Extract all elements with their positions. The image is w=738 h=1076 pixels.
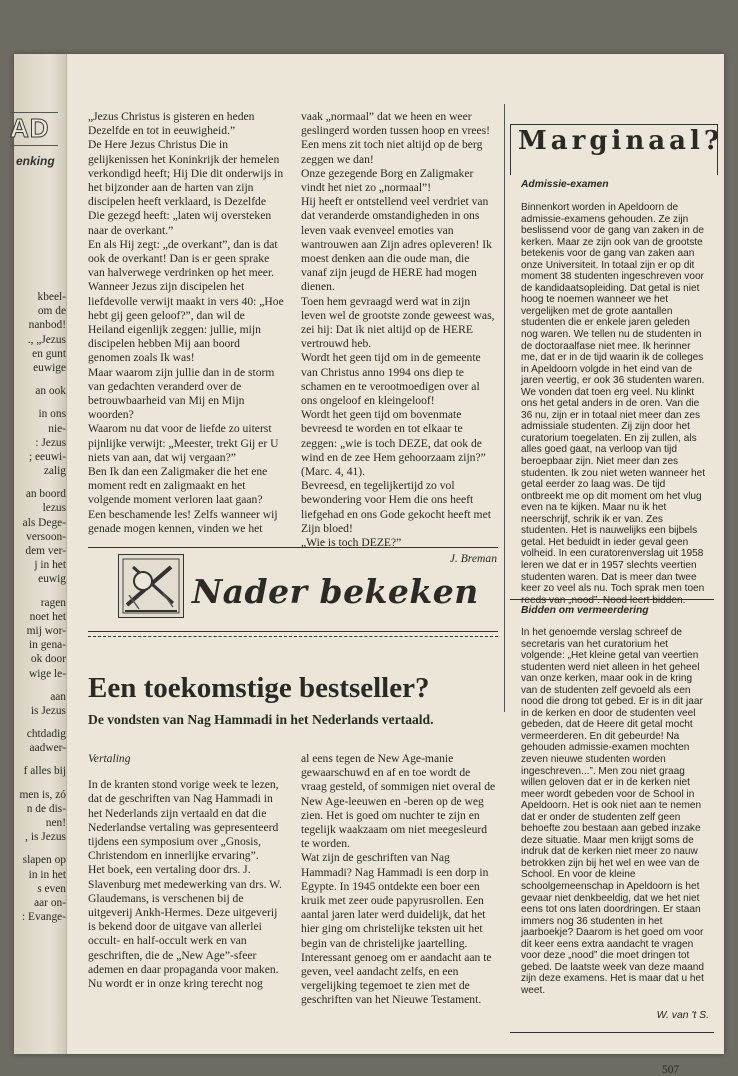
- spine-line: wige le-: [28, 667, 66, 680]
- paragraph: „Wie is toch DEZE?”: [301, 536, 402, 550]
- bottom-article-column-1: [88, 752, 284, 991]
- spine-subtitle: enking: [16, 154, 55, 168]
- sidebar-section-heading: [521, 179, 709, 191]
- spine-gap: [12, 375, 66, 384]
- spine-line: j in het: [34, 559, 66, 572]
- paragraph: Een beschamende les! Zelfs wanneer wij genade mogen kennen, vinden we het: [88, 507, 278, 535]
- section-heading: Vertaling: [88, 752, 131, 765]
- previous-page-edge: [10, 54, 67, 1054]
- paragraph: Hij heeft er ontstellend veel verdriet van dat veranderde omstandigheden in ons leven vaak evenveel emoties van wantrouwen aan Zijn adres opleveren! Ik moest denken aan die oude man, die vanaf zijn jeugd de HERE had mogen dienen.: [301, 195, 492, 294]
- spine-line: noet het: [29, 610, 66, 623]
- paragraph: En als Hij zegt: „de overkant”, dan is dat ook de overkant! Dan is er geen sprake van halverwege verdrinken op het meer.: [88, 237, 278, 280]
- divider: [510, 599, 714, 600]
- top-article-column-2: [301, 110, 497, 567]
- banner-illustration: [118, 554, 184, 618]
- spine-line: men is, zó: [19, 788, 66, 801]
- paragraph: Toen hem gevraagd werd wat in zijn leven wel de grootste zonde geweest was, zei hij: Dat ik niet altijd op de HERE vertrouwd heb.: [301, 294, 495, 351]
- paragraph: vaak „normaal” dat we heen en weer geslingerd worden tussen hoop en vrees! Een mens zit toch niet altijd op de berg zeggen we dan!: [301, 110, 490, 166]
- spine-line: ok door: [30, 653, 66, 666]
- divider: [88, 636, 498, 637]
- bottom-article-column-2: [301, 752, 497, 1008]
- sidebar-section-heading: [521, 605, 709, 617]
- spine-gap: [12, 398, 66, 407]
- spine-gap: [12, 718, 66, 727]
- spine-line: om de: [37, 305, 66, 318]
- divider: [88, 631, 498, 632]
- sidebar-section-body: [521, 202, 709, 606]
- spine-line: ; eeuwi-: [28, 450, 66, 463]
- paragraph: In de kranten stond vorige week te lezen, dat de geschriften van Nag Hammadi in het Nederlands zijn vertaald en dat die Nederlandse vertaling was gepresenteerd tijdens een symposium over „Gnosis, Christendom en innerlijke ervaring”.: [88, 778, 279, 863]
- spine-line: mij wor-: [26, 624, 66, 637]
- spine-line: euwige: [33, 361, 66, 374]
- paragraph: Wordt het geen tijd om in de gemeente van Christus anno 1994 ons diep te schamen en te verootmoedigen over al ons ongeloof en kleingeloof!: [301, 351, 481, 408]
- spine-line: aadwer-: [29, 742, 66, 755]
- spine-line: s even: [37, 882, 66, 895]
- magnifier-tools-icon: [119, 555, 183, 617]
- spine-gap: [12, 478, 66, 487]
- spine-logo: AD: [10, 112, 58, 146]
- spine-line: f alles bij: [23, 765, 66, 778]
- spine-line: , is Jezus: [25, 831, 66, 844]
- paragraph: Wordt het geen tijd om bovenmate bevreesd te worden en tot elkaar te zeggen: „wie is toch DEZE, dat ook de wind en de zee Hem gehoorzaam zijn?” (Marc. 4, 41).: [301, 408, 486, 479]
- spine-line: ., „Jezus: [27, 333, 66, 346]
- spine-line: aar on-: [34, 896, 66, 909]
- paragraph: Bevreesd, en tegelijkertijd zo vol bewondering voor Hem die ons heeft liefgehad en ons Gode gekocht heeft met Zijn bloed!: [301, 479, 491, 535]
- spine-line: : Evange-: [22, 911, 66, 924]
- spine-line: chtdadig: [26, 728, 66, 741]
- spine-line: : Jezus: [35, 436, 66, 449]
- sidebar-signature: W. van 't S.: [656, 1010, 709, 1021]
- spine-line: in ons: [38, 408, 66, 421]
- divider: [88, 547, 498, 548]
- article-subheadline: De vondsten van Nag Hammadi in het Nederlands vertaald.: [88, 712, 434, 727]
- spine-line: slapen op: [22, 854, 66, 867]
- spine-line: an ook: [35, 385, 66, 398]
- top-article-column-1: [88, 110, 284, 536]
- paragraph: al eens tegen de New Age-manie gewaarschuwd en af en toe wordt de vraag gesteld, of sommigen niet overal de New Age-leeuwen en -beren op de weg zien. Het is goed om nuchter te zijn en tegelijk waakzaam om niet meegesleurd te worden.: [301, 752, 496, 851]
- spine-line: lezus: [42, 502, 66, 515]
- paragraph: De Here Jezus Christus Die in gelijkenissen het Koninkrijk der hemelen verkondigd heeft; Hij Die dit onderwijs in het bijzonder aan de harten van zijn discipelen heeft verklaard, is Dezelfde Die gezegd heeft: „laten wij oversteken naar de overkant.”: [88, 138, 284, 237]
- page-number: 507: [662, 1064, 680, 1076]
- spine-gap: [12, 587, 66, 596]
- spine-gap: [12, 755, 66, 764]
- spine-gap: [12, 844, 66, 853]
- spine-line: in gena-: [28, 639, 66, 652]
- paragraph: In het genoemde verslag schreef de secretaris van het curatorium het volgende: „Het kleine getal van veertien studenten werd niet alleen in het geheel van onze kerken, maar ook in de kring van de studenten zelf gevoeld als een nood die drong tot gebed. Er is in dit jaar in de kerken en door de studenten veel gebeden, dat de Heere dit getal mocht vermeerderen. En dit gebeurde! Na gehouden admissie-examen mochten zeven nieuwe studenten worden ingeschreven...”. Men zou niet graag willen geloven dat er in de kerken niet meer wordt gebeden voor de School in Apeldoorn. Het is ook niet aan te nemen dat er onder de studenten zelf geen behoefte zou bestaan aan gebed inzake deze situatie. Maar men krijgt soms de indruk dat de kerken niet meer zo nauw betrokken zijn bij het wel en wee van de School. En voor de kleine schoolgemeenschap in Apeldoorn is het gevaar niet denkbeeldig, dat we het niet eens tot ons laten doordringen. Er staan immers nog 36 studenten in het jaarboekje? Daarom is het goed om voor dit keer eens extra aandacht te vragen voor deze „nood” die moet dringen tot gebed. De laatste week van deze maand zijn deze examens. Het is maar dat u het weet.: [521, 627, 704, 996]
- spine-line: zalig: [43, 465, 66, 478]
- paragraph: Ben Ik dan een Zaligmaker die het ene moment redt en zaligmaakt en het volgende moment verloren laat gaan?: [88, 465, 268, 507]
- spine-line: n de dis-: [26, 802, 66, 815]
- spine-line: en gunt: [32, 347, 66, 360]
- spine-line: kbeel-: [37, 291, 66, 303]
- spine-line: dem ver-: [25, 545, 66, 557]
- spine-text-fragments: [12, 290, 66, 924]
- article-headline: Een toekomstige bestseller?: [88, 672, 430, 704]
- sidebar-section-body: [521, 627, 709, 997]
- spine-line: nanbod!: [28, 319, 66, 332]
- paragraph: Waarom nu dat voor de liefde zo uiterst pijnlijke verwijt: „Meester, trekt Gij er U niets van aan, dat wij vergaan?”: [88, 422, 279, 464]
- spine-line: euwig: [38, 573, 66, 586]
- sidebar-rule: [504, 104, 505, 712]
- sidebar-title: Marginaal?: [518, 126, 724, 156]
- author-signature: J. Breman: [449, 552, 497, 566]
- spine-line: ragen: [40, 596, 66, 609]
- paragraph: „Jezus Christus is gisteren en heden Dezelfde en tot in eeuwigheid.”: [88, 110, 255, 138]
- spine-line: nie-: [48, 422, 66, 435]
- paragraph: Wanneer Jezus zijn discipelen het liefdevolle verwijt maakt in vers 40: „Hoe hebt gij geen geloof?”, dan wil de Heiland eigenlijk zeggen: jullie, mijn discipelen hebben Mij aan boord genomen zoals Ik was!: [88, 280, 284, 365]
- spine-line: als Dege-: [22, 516, 66, 529]
- sidebar-heading-text: Bidden om vermeerdering: [521, 605, 649, 616]
- paragraph: Onze gezegende Borg en Zaligmaker vindt het niet zo „normaal”!: [301, 166, 474, 195]
- spine-line: is Jezus: [30, 704, 66, 717]
- magazine-page: [10, 54, 724, 1076]
- spine-line: nen!: [45, 817, 66, 829]
- paragraph: Wat zijn de geschriften van Nag Hammadi? Nag Hammadi is een dorp in Egypte. In 1945 ontdekte een boer een kruik met zeer oude papyrusrollen. Een aantal jaren later werd duidelijk, dat het hier ging om christelijke teksten uit het begin van de christelijke jaartelling. Interessant genoeg om er aandacht aan te geven, veel aandacht zelfs, en een vergelijking tegemoet te zien met de geschriften van het Nieuwe Testament.: [301, 851, 492, 1007]
- paragraph: Maar waarom zijn jullie dan in de storm van gedachten veranderd over de betrouwbaarheid van Mij en Mijn woorden?: [88, 365, 275, 422]
- spine-gap: [12, 681, 66, 690]
- paragraph: Binnenkort worden in Apeldoorn de admissie-examens gehouden. Ze zijn beslissend voor de gang van zaken in de kerken. Maar ze zijn ook van de grootste betekenis voor de gang van zaken aan onze Universiteit. In totaal zijn er op dit moment 38 studenten ingeschreven voor de kandidaatsopleiding. Dat getal is niet hoog te noemen wanneer we het vergelijken met de grote aantallen studenten die er enkele jaren geleden nog waren. We tellen nu de studenten in de doctoraalfase niet mee. Ik herinner me, dat er in de tijd waarin ik de colleges in Apeldoorn volgde in het eind van de jaren veertig, er ook 36 studenten waren. We vonden dat toen erg veel. Nu klinkt ons het getal anders in de oren. Van die 36 nu, zijn er in totaal niet meer dan zes admissiale studenten. Zij zijn door het curatorium toegelaten. En zij zullen, als alles goed gaat, na verloop van tijd beroepbaar zijn. Niet meer dan zes studenten. Ik zou niet weten wanneer het getal eerder zo laag was. De tijd ontbreekt me op dit moment om het vlug even na te kijken. Maar nu ik het neerschrijf, schrik ik er van. Zes studenten. Het is nauwelijks een bijbels getal. Het beduidt in ieder geval geen volheid. In een curatorenverslag uit 1958 leren we dat er in 1957 slechts veertien studenten waren. Dat is meer dan twee keer zo veel als nu. Toch sprak men toen reeds van „nood”. Nood leert bidden.: [521, 202, 706, 606]
- sidebar-heading-text: Admissie-examen: [521, 179, 609, 190]
- spine-line: aan: [50, 690, 66, 703]
- paragraph: Het boek, een vertaling door drs. J. Slavenburg met medewerking van drs. W. Glaudemans, is verschenen bij de uitgeverij Ankh-Hermes. Deze uitgeverij is bekend door de uitgave van allerlei occult- en half-occult werk en van geschriften, die de „New Age”-sfeer ademen en daar propaganda voor maken. Nu wordt er in onze kring terecht nog: [88, 863, 282, 991]
- spine-line: versoon-: [26, 530, 66, 543]
- spine-gap: [12, 779, 66, 788]
- divider: [510, 1032, 714, 1033]
- spine-line: in in het: [28, 868, 66, 881]
- section-banner-title: Nader bekeken: [192, 572, 479, 611]
- spine-line: an boord: [25, 488, 66, 501]
